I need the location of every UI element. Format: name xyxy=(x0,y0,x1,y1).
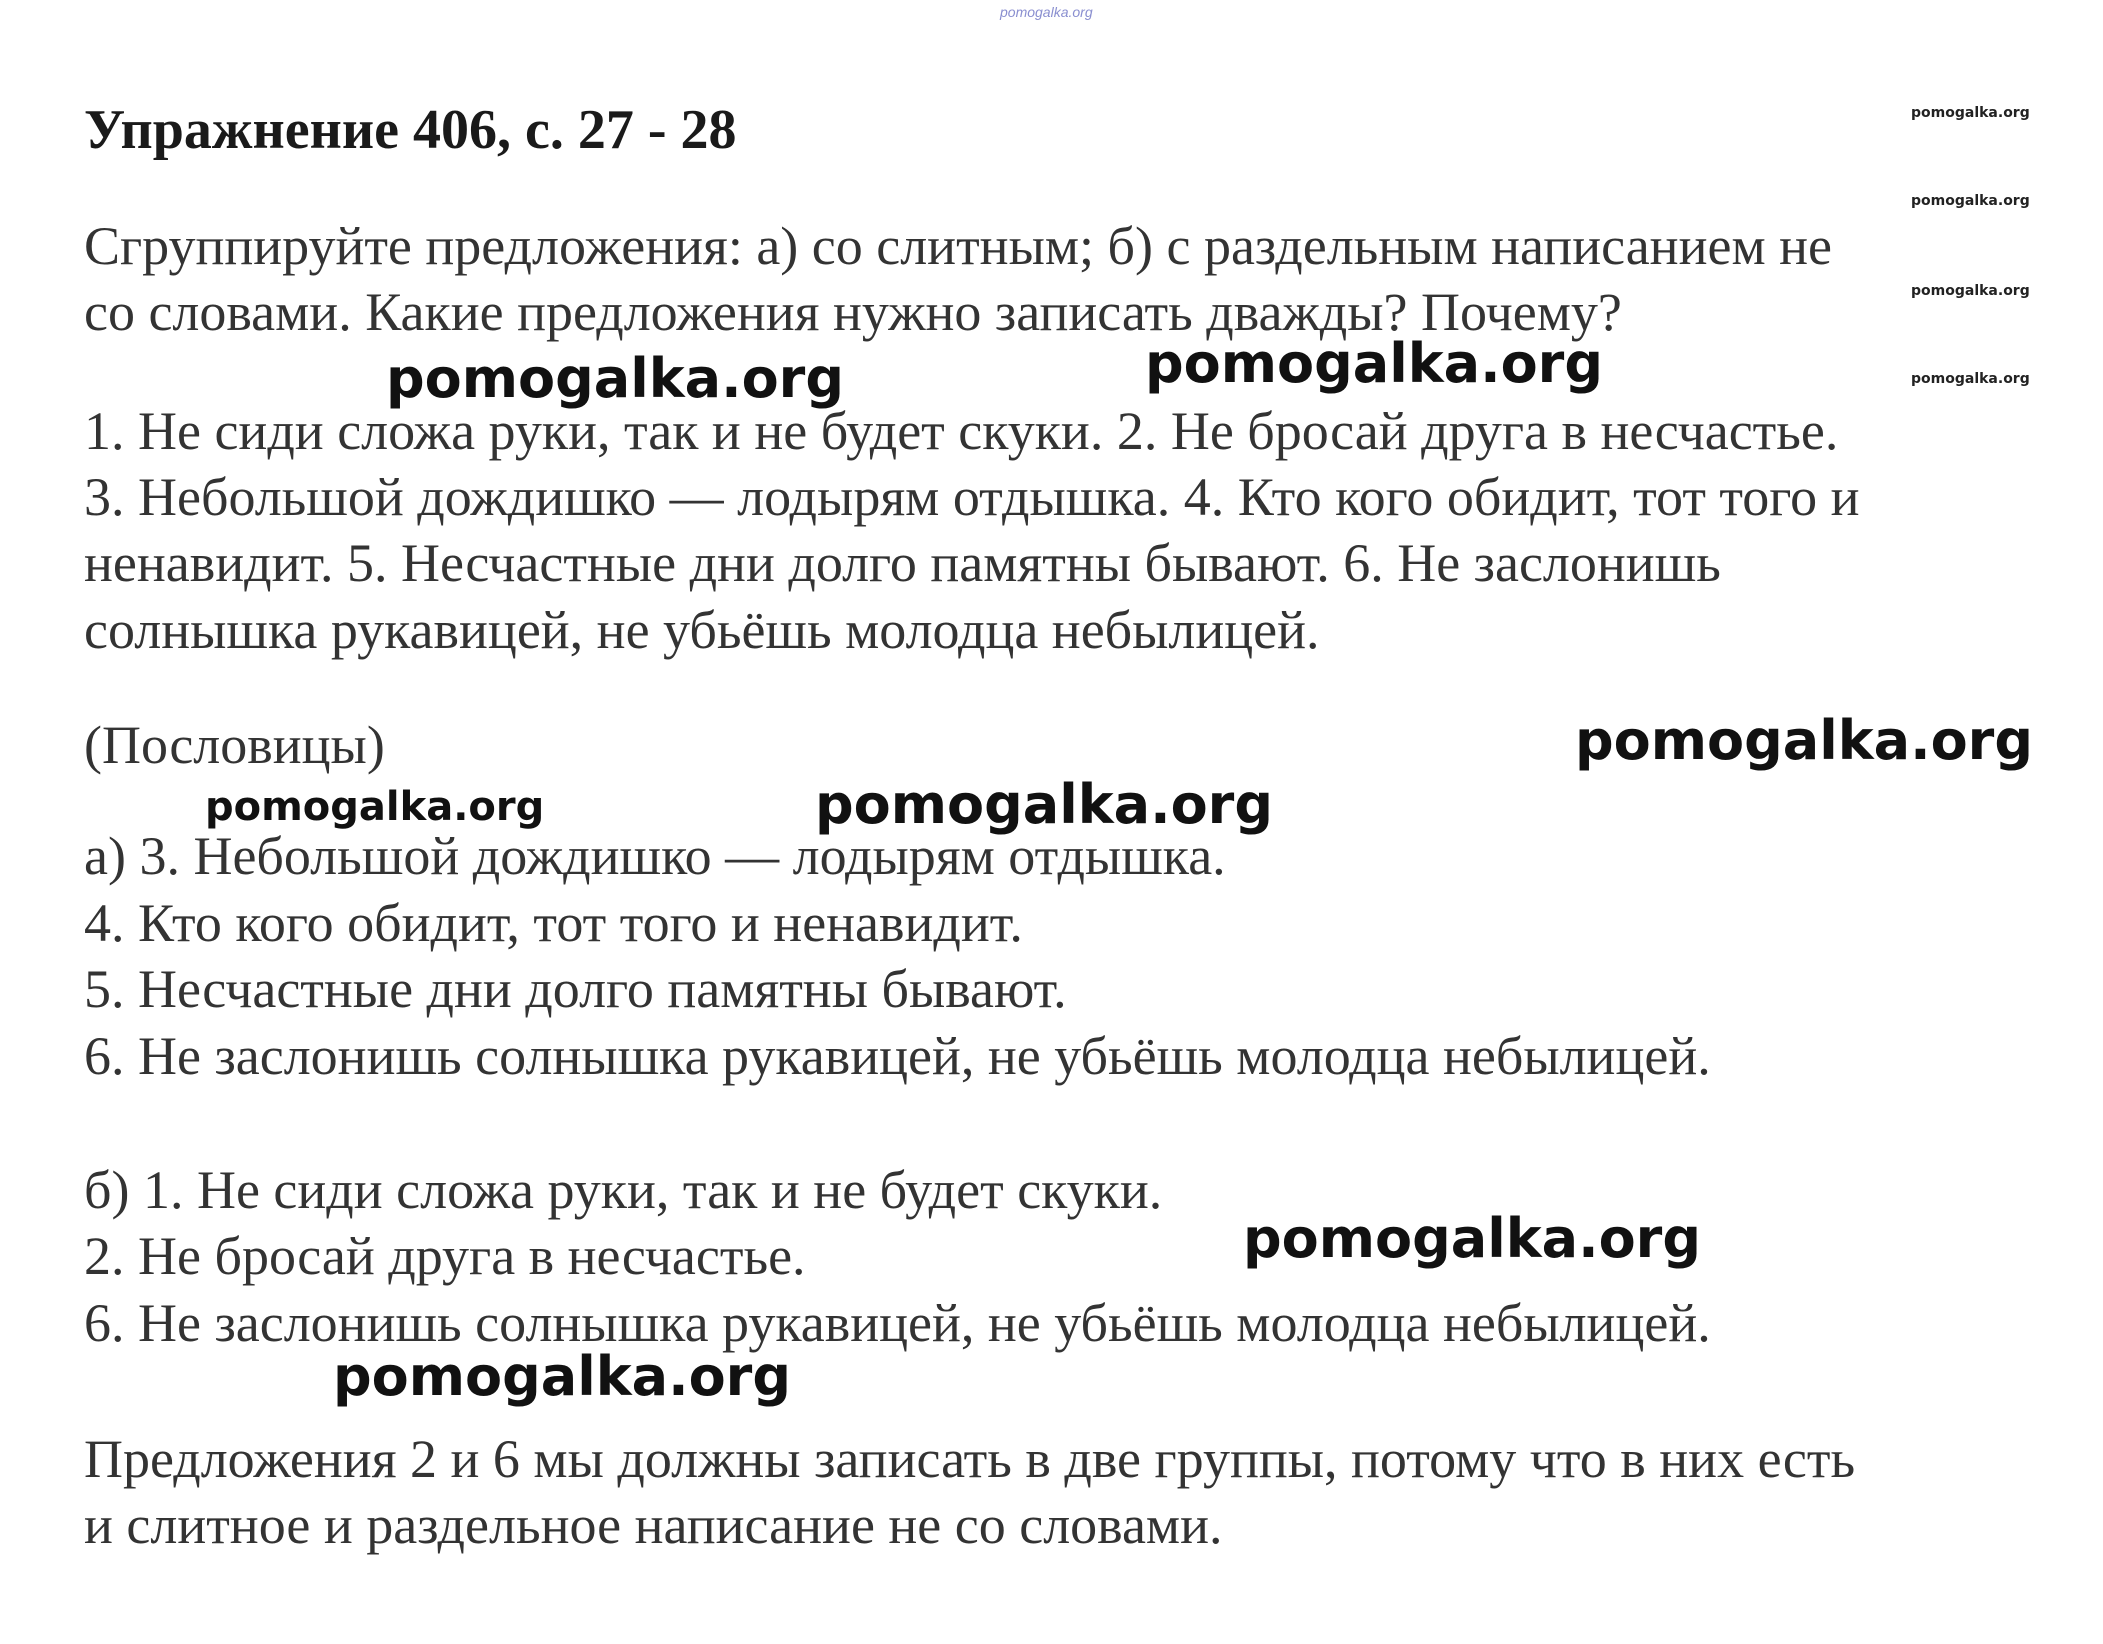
group-a-line: 4. Кто кого обидит, тот того и ненавидит. xyxy=(84,893,1023,953)
watermark-big: pomogalka.org xyxy=(1575,709,2033,772)
group-a-line: а) 3. Небольшой дождишко — лодырям отдышка. xyxy=(84,826,1226,886)
group-b-line: 6. Не заслонишь солнышка рукавицей, не убьёшь молодца небылицей. xyxy=(84,1293,1711,1353)
watermark-small: pomogalka.org xyxy=(1911,283,2030,299)
conclusion-line: Предложения 2 и 6 мы должны записать в две группы, потому что в них есть xyxy=(84,1429,1856,1489)
watermark-big: pomogalka.org xyxy=(815,773,1273,836)
watermark-big: pomogalka.org xyxy=(333,1345,791,1408)
text-line: 1. Не сиди сложа руки, так и не будет скуки. 2. Не бросай друга в несчастье. xyxy=(84,401,1839,461)
watermark-big: pomogalka.org xyxy=(1243,1207,1701,1270)
text-line: 3. Небольшой дождишко — лодырям отдышка. 4. Кто кого обидит, тот того и xyxy=(84,467,1860,527)
group-a-line: 5. Несчастные дни долго памятны бывают. xyxy=(84,959,1067,1019)
watermark-medium: pomogalka.org xyxy=(205,784,545,830)
watermark-big: pomogalka.org xyxy=(386,347,844,410)
watermark-big: pomogalka.org xyxy=(1145,332,1603,395)
task-line: со словами. Какие предложения нужно записать дважды? Почему? xyxy=(84,282,1622,342)
watermark-small: pomogalka.org xyxy=(1911,105,2030,121)
text-line: солнышка рукавицей, не убьёшь молодца небылицей. xyxy=(84,600,1320,660)
watermark-small: pomogalka.org xyxy=(1911,193,2030,209)
conclusion-line: и слитное и раздельное написание не со словами. xyxy=(84,1495,1223,1555)
source-label: (Пословицы) xyxy=(84,715,385,775)
group-b-line: б) 1. Не сиди сложа руки, так и не будет скуки. xyxy=(84,1160,1163,1220)
group-b-line: 2. Не бросай друга в несчастье. xyxy=(84,1226,806,1286)
task-line: Сгруппируйте предложения: а) со слитным; б) с раздельным написанием не xyxy=(84,216,1832,276)
exercise-title: Упражнение 406, с. 27 - 28 xyxy=(84,99,737,161)
top-watermark: pomogalka.org xyxy=(1000,4,1093,20)
watermark-small: pomogalka.org xyxy=(1911,371,2030,387)
group-a-line: 6. Не заслонишь солнышка рукавицей, не убьёшь молодца небылицей. xyxy=(84,1026,1711,1086)
text-line: ненавидит. 5. Несчастные дни долго памятны бывают. 6. Не заслонишь xyxy=(84,533,1721,593)
